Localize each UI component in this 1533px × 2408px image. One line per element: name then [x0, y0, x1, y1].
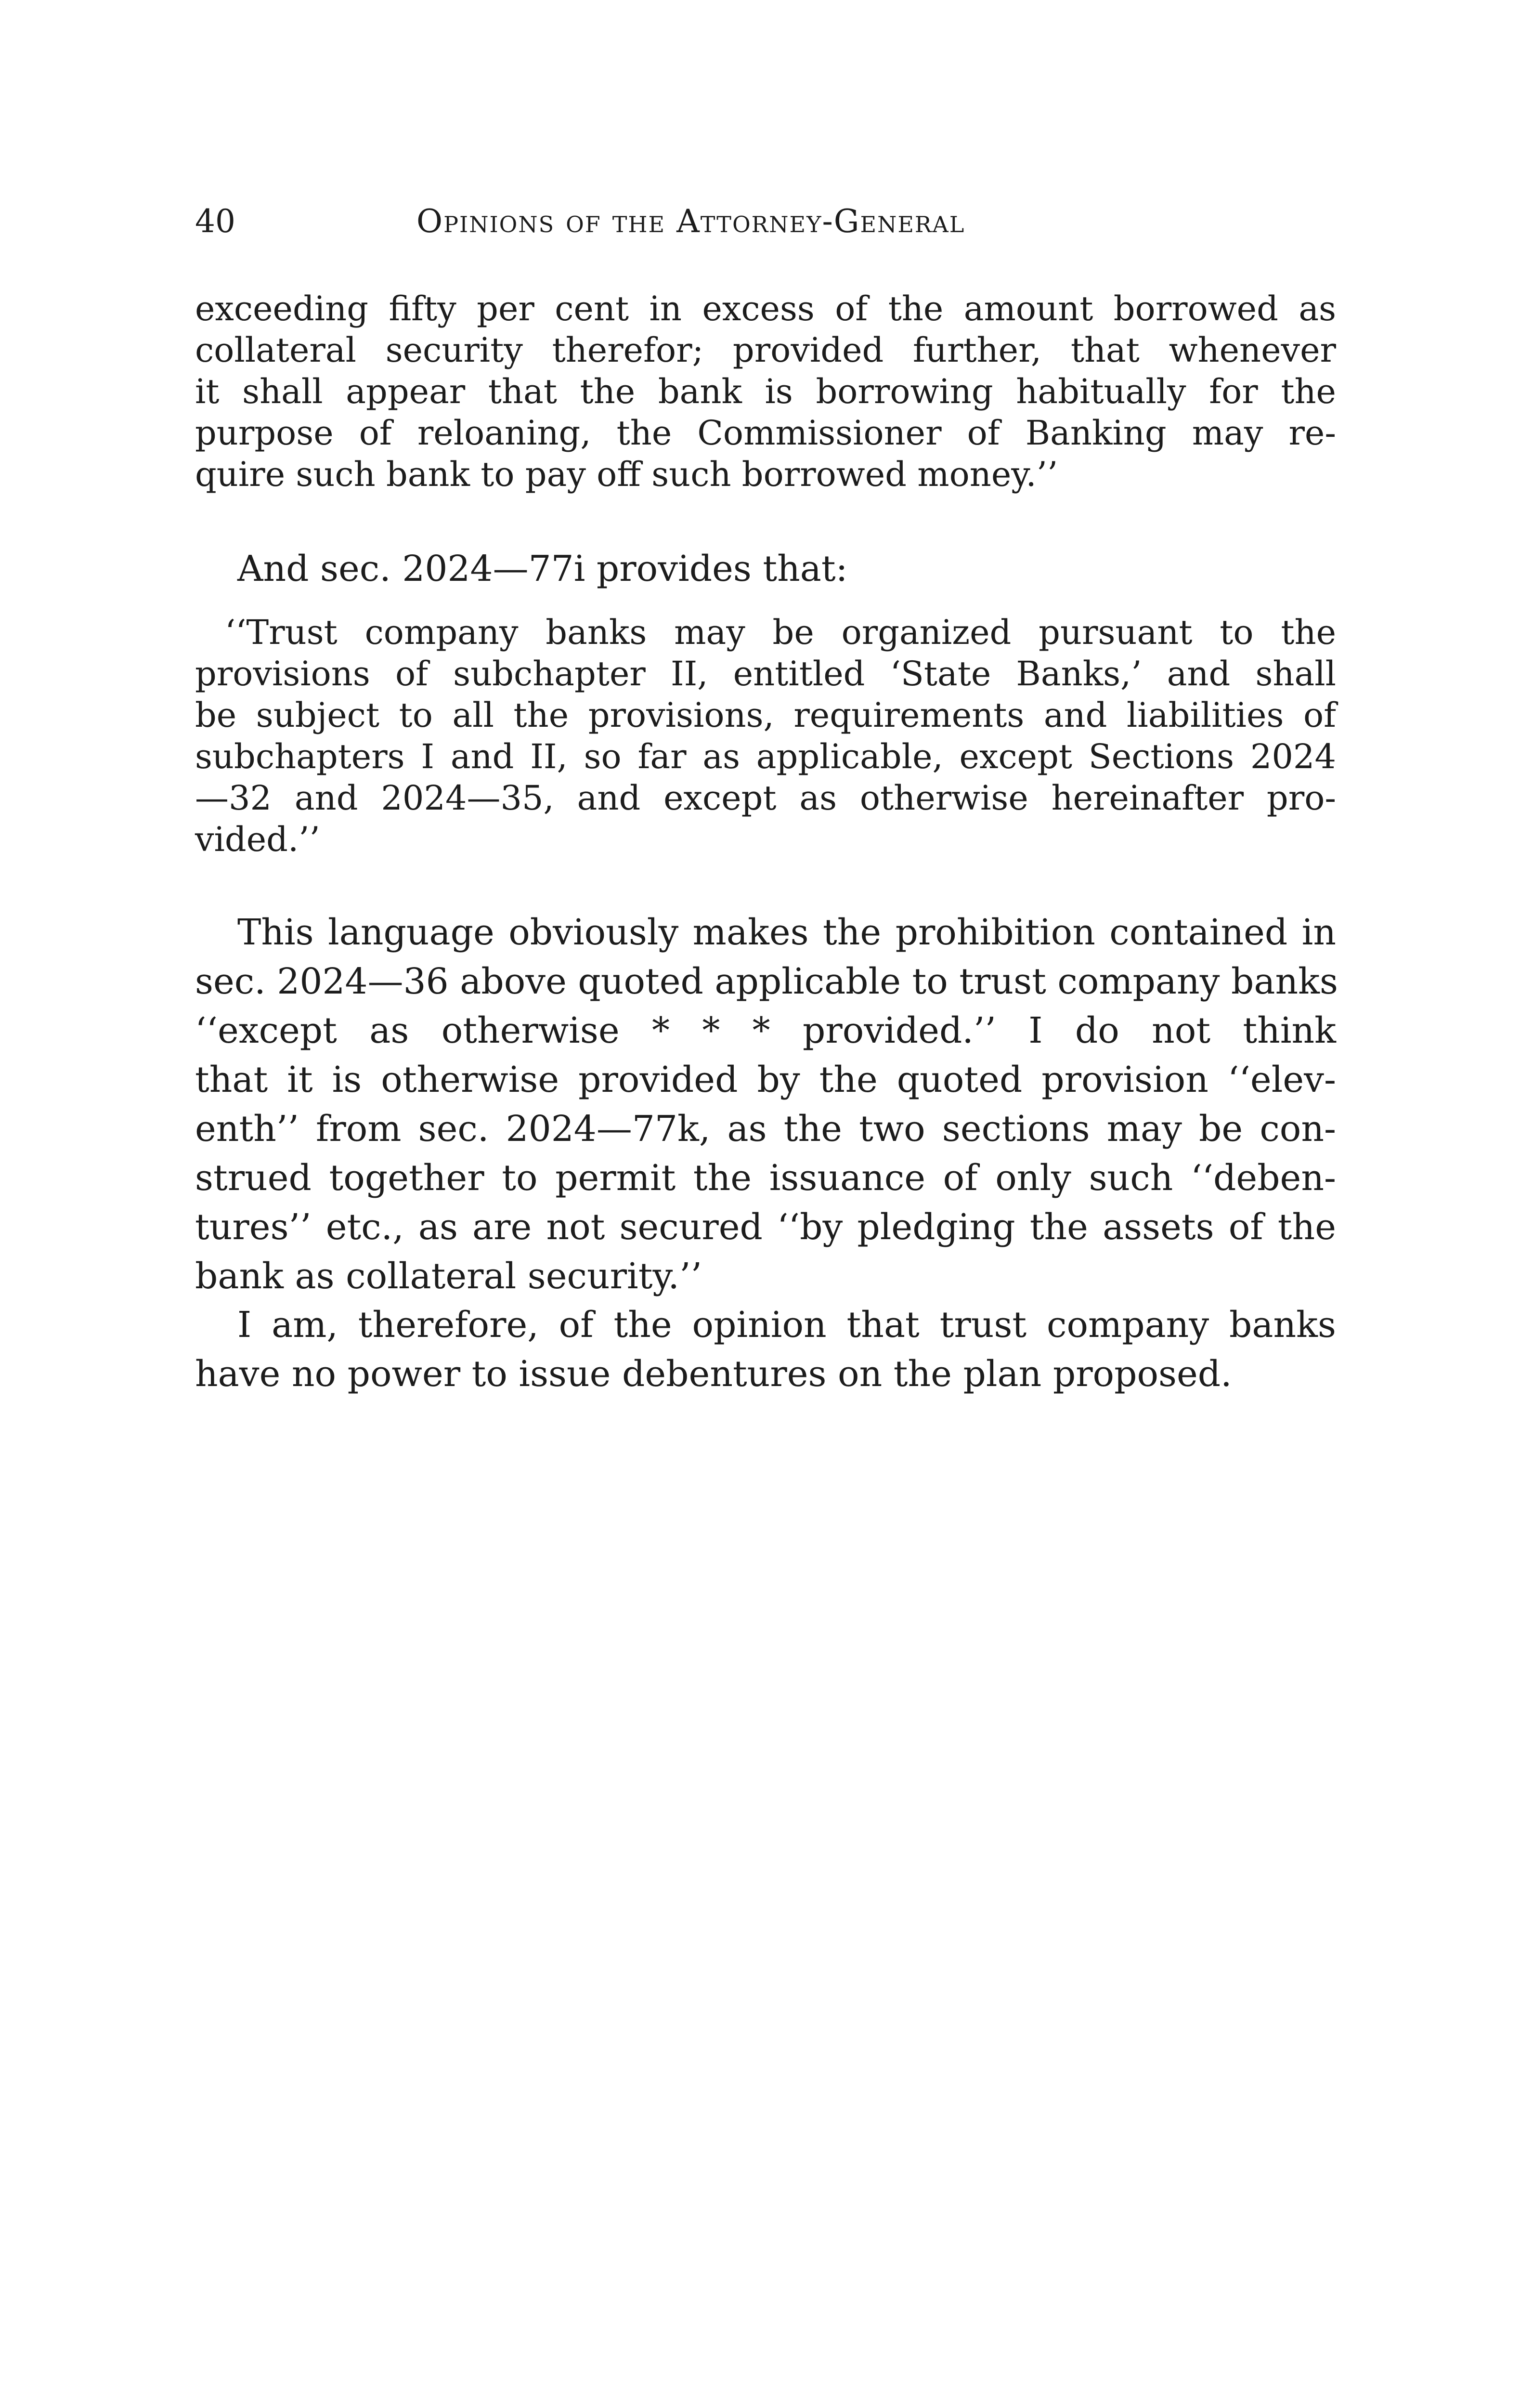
text-line: exceeding fifty per cent in excess of the amount borrowed as	[195, 289, 1336, 328]
text-line: tures’’ etc., as are not secured ‘‘by pledging the assets of the	[195, 1206, 1336, 1248]
text-line: be subject to all the provisions, requirements and liabilities of	[195, 695, 1336, 735]
quoted-statute-continuation	[195, 288, 1336, 495]
opinion-paragraph	[195, 908, 1336, 1301]
quoted-statute-section	[195, 612, 1336, 860]
running-head	[195, 197, 1129, 246]
text-line: subchapters I and II, so far as applicable, except Sections 2024	[195, 737, 1336, 776]
text-line: have no power to issue debentures on the plan proposed.	[195, 1353, 1232, 1395]
text-line: ‘‘except as otherwise * * * provided.’’ I do not think	[195, 1010, 1336, 1051]
conclusion-paragraph	[195, 1300, 1336, 1399]
text-line: strued together to permit the issuance of only such ‘‘deben-	[195, 1157, 1336, 1199]
text-line: I am, therefore, of the opinion that trust company banks	[237, 1304, 1336, 1346]
page-number: 40	[195, 203, 235, 240]
running-title: Opinions of the Attorney-General	[416, 203, 965, 240]
text-line: it shall appear that the bank is borrowing habitually for the	[195, 372, 1336, 411]
text-line: This language obviously makes the prohibition contained in	[237, 912, 1336, 953]
text-line: sec. 2024—36 above quoted applicable to trust company banks	[195, 961, 1338, 1002]
text-line: enth’’ from sec. 2024—77k, as the two sections may be con-	[195, 1108, 1336, 1150]
text-line: collateral security therefor; provided further, that whenever	[195, 330, 1336, 370]
text-line: —32 and 2024—35, and except as otherwise hereinafter pro-	[195, 778, 1336, 818]
text-line: purpose of reloaning, the Commissioner of Banking may re-	[195, 413, 1336, 453]
text-line: And sec. 2024—77i provides that:	[237, 548, 848, 589]
text-line: vided.’’	[195, 820, 320, 859]
text-line: bank as collateral security.’’	[195, 1256, 702, 1297]
text-line: that it is otherwise provided by the quoted provision ‘‘elev-	[195, 1059, 1336, 1100]
text-line: ‘‘Trust company banks may be organized pursuant to the	[225, 613, 1336, 652]
text-line: provisions of subchapter II, entitled ‘State Banks,’ and shall	[195, 654, 1336, 694]
text-line: quire such bank to pay off such borrowed money.’’	[195, 455, 1058, 494]
section-intro-line	[195, 544, 1336, 593]
